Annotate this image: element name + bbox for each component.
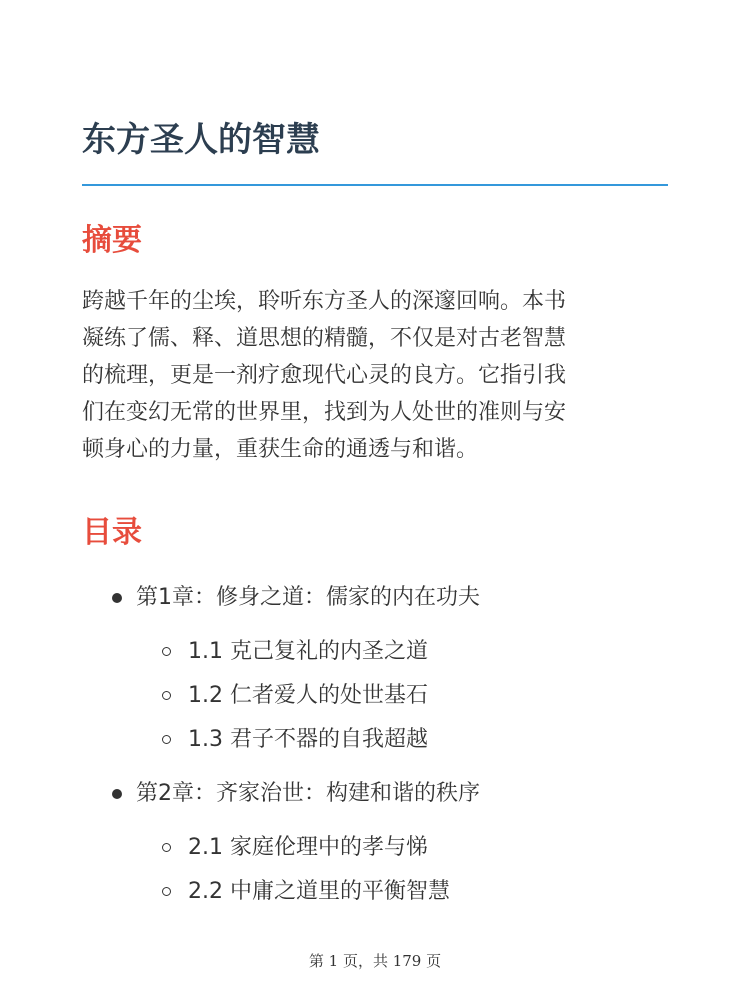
toc-section-2-2[interactable] — [82, 870, 668, 914]
abstract-text — [82, 283, 668, 468]
abstract-line: 的梳理，更是一剂疗愈现代心灵的良方。它指引我 — [82, 363, 567, 388]
section-label: 1.3 君子不器的自我超越 — [188, 727, 428, 752]
abstract-line: 跨越千年的尘埃，聆听东方圣人的深邃回响。本书 — [82, 289, 567, 314]
abstract-line: 顿身心的力量，重获生命的通透与和谐。 — [82, 437, 479, 462]
circle-bullet-icon — [162, 691, 171, 700]
abstract-line: 凝练了儒、释、道思想的精髓，不仅是对古老智慧 — [82, 326, 567, 351]
table-of-contents — [82, 578, 668, 926]
title-divider — [82, 184, 668, 186]
toc-section-1-2[interactable] — [82, 674, 668, 718]
section-label: 1.1 克己复礼的内圣之道 — [188, 639, 428, 664]
section-list — [82, 826, 668, 914]
page-number-footer: 第 1 页，共 179 页 — [308, 952, 442, 970]
section-label: 1.2 仁者爱人的处世基石 — [188, 683, 428, 708]
bullet-icon — [112, 789, 122, 799]
abstract-heading: 摘要 — [82, 223, 142, 258]
section-label: 2.2 中庸之道里的平衡智慧 — [188, 879, 450, 904]
circle-bullet-icon — [162, 647, 171, 656]
chapter-label: 第2章：齐家治世：构建和谐的秩序 — [136, 781, 480, 806]
section-list — [82, 630, 668, 762]
toc-sections-group — [82, 826, 668, 914]
toc-chapter-2[interactable] — [82, 774, 668, 814]
chapter-label: 第1章：修身之道：儒家的内在功夫 — [136, 585, 480, 610]
toc-section-1-1[interactable] — [82, 630, 668, 674]
circle-bullet-icon — [162, 735, 171, 744]
toc-section-1-3[interactable] — [82, 718, 668, 762]
circle-bullet-icon — [162, 843, 171, 852]
abstract-line: 们在变幻无常的世界里，找到为人处世的准则与安 — [82, 400, 567, 425]
toc-section-2-1[interactable] — [82, 826, 668, 870]
toc-chapter-1[interactable] — [82, 578, 668, 618]
bullet-icon — [112, 593, 122, 603]
document-title: 东方圣人的智慧 — [82, 120, 320, 160]
toc-heading: 目录 — [82, 515, 142, 550]
section-label: 2.1 家庭伦理中的孝与悌 — [188, 835, 428, 860]
toc-sections-group — [82, 630, 668, 762]
circle-bullet-icon — [162, 887, 171, 896]
